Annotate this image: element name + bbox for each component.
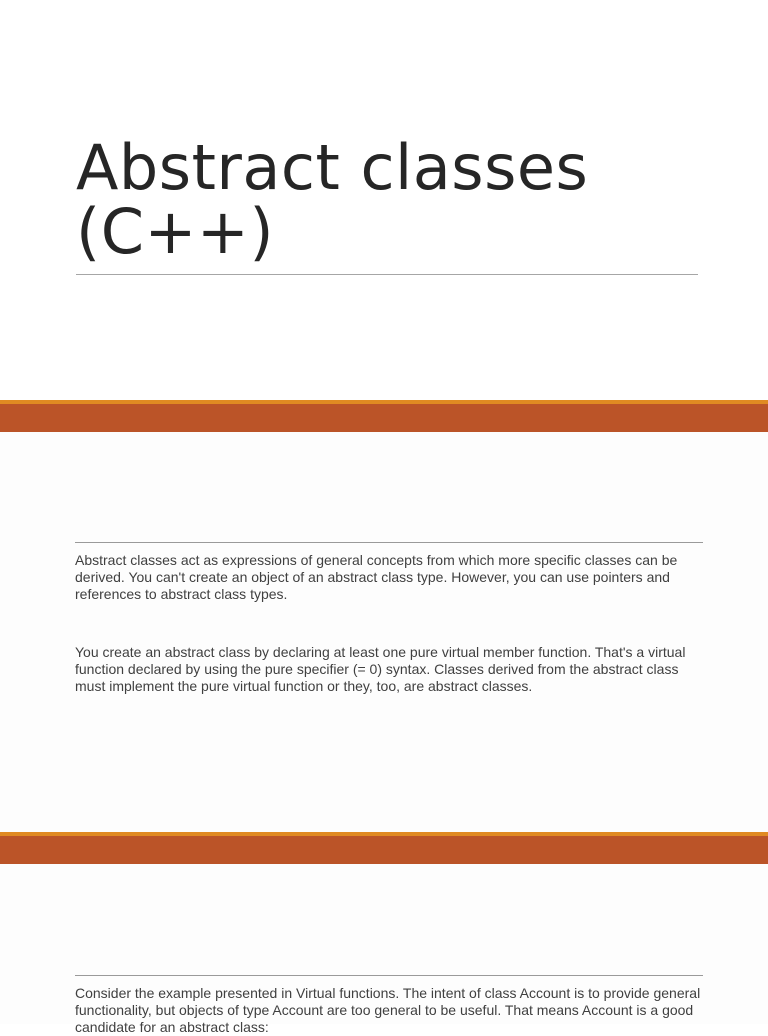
content-divider: [75, 542, 703, 543]
slide-separator-band: [0, 400, 768, 432]
slide-title: Abstract classes (C++): [76, 131, 589, 268]
content-divider: [75, 975, 703, 976]
paragraph-pure-virtual: You create an abstract class by declaring at least one pure virtual member function. That's a virtual function declared by using the pure specifier (= 0) syntax. Classes derived from the abstract class must implement the pure virtual function or they, too, are abstract classes.: [75, 644, 686, 694]
title-slide: [0, 0, 768, 400]
title-divider: [76, 274, 698, 275]
paragraph-abstract-definition: Abstract classes act as expressions of general concepts from which more specific classes can be derived. You can't create an object of an abstract class type. However, you can use pointers and references to abstract class types.: [75, 552, 678, 602]
slide-separator-band: [0, 832, 768, 864]
overview-slide: [0, 432, 768, 832]
paragraph-account-example: Consider the example presented in Virtual functions. The intent of class Account is to provide general functionality, but objects of type Account are too general to be useful. That means Account is a good candidate for an abstract class:: [75, 985, 701, 1035]
example-slide: [0, 864, 768, 1035]
